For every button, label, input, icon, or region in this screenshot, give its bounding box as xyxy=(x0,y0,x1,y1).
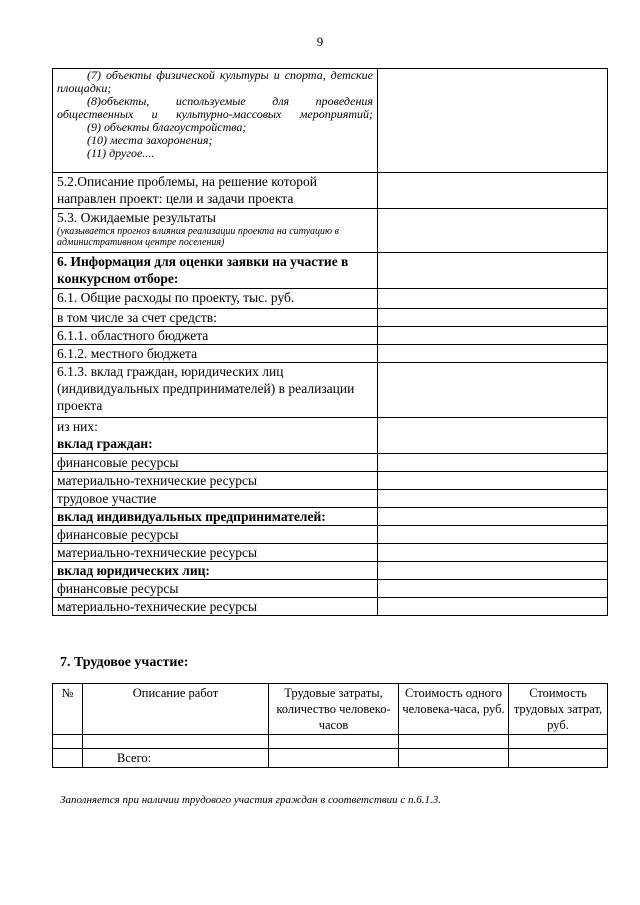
row-label: 6.1.2. местного бюджета xyxy=(53,345,378,363)
expected-results-cell xyxy=(53,209,378,253)
row-label: трудовое участие xyxy=(53,490,378,508)
table-cell[interactable] xyxy=(399,735,509,749)
value-cell[interactable] xyxy=(378,173,608,209)
table-cell[interactable] xyxy=(509,735,608,749)
table-row xyxy=(53,490,608,508)
column-header: Стоимость одного человека-часа, руб. xyxy=(399,684,509,735)
row-label: финансовые ресурсы xyxy=(53,580,378,598)
list-item: (11) другое.... xyxy=(87,146,155,160)
group-heading: вклад граждан: xyxy=(57,436,153,451)
table-row xyxy=(53,69,608,173)
table-row xyxy=(53,309,608,327)
value-cell[interactable] xyxy=(378,253,608,289)
row-label: финансовые ресурсы xyxy=(53,454,378,472)
column-header: Описание работ xyxy=(83,684,269,735)
row-label: материально-технические ресурсы xyxy=(53,472,378,490)
table-row xyxy=(53,418,608,454)
table-row xyxy=(53,173,608,209)
row-label: материально-технические ресурсы xyxy=(53,598,378,616)
value-cell[interactable] xyxy=(378,309,608,327)
value-cell[interactable] xyxy=(378,289,608,309)
list-item: (9) объекты благоустройства; xyxy=(87,120,247,134)
value-cell[interactable] xyxy=(378,363,608,418)
list-item: (10) места захоронения; xyxy=(87,133,213,147)
group-heading: вклад юридических лиц: xyxy=(53,562,378,580)
value-cell[interactable] xyxy=(378,345,608,363)
project-info-table xyxy=(52,68,608,616)
section-heading: 6. Информация для оценки заявки на участие в конкурсном отборе: xyxy=(53,253,378,289)
table-row xyxy=(53,345,608,363)
list-item: (8)объекты, используемые для проведения общественных и культурно-массовых мероприятий; xyxy=(57,94,373,121)
table-row xyxy=(53,544,608,562)
section-title: 7. Трудовое участие: xyxy=(60,655,189,670)
row-note: (указывается прогноз влияния реализации проекта на ситуацию в административном центре поселения) xyxy=(57,226,339,248)
table-cell[interactable] xyxy=(53,735,83,749)
value-cell[interactable] xyxy=(378,209,608,253)
table-row xyxy=(53,209,608,253)
total-row xyxy=(53,749,608,768)
table-header-row xyxy=(53,684,608,735)
column-header: № xyxy=(53,684,83,735)
table-cell[interactable] xyxy=(53,749,83,768)
value-cell[interactable] xyxy=(378,544,608,562)
table-row xyxy=(53,472,608,490)
table-cell[interactable] xyxy=(83,735,269,749)
table-row xyxy=(53,735,608,749)
row-label: материально-технические ресурсы xyxy=(53,544,378,562)
list-item: (7) объекты физической культуры и спорта, детские площадки; xyxy=(57,68,373,95)
table-row xyxy=(53,526,608,544)
table-row xyxy=(53,327,608,345)
value-cell[interactable] xyxy=(378,562,608,580)
row-label: 6.1. Общие расходы по проекту, тыс. руб. xyxy=(53,289,378,309)
citizens-contribution-cell xyxy=(53,418,378,454)
table-row xyxy=(53,454,608,472)
value-cell[interactable] xyxy=(378,508,608,526)
total-label: Всего: xyxy=(83,749,269,768)
labor-table xyxy=(52,683,608,768)
value-cell[interactable] xyxy=(378,526,608,544)
object-types-cell xyxy=(53,69,378,173)
footnote: Заполняется при наличии трудового участия граждан в соответствии с п.6.1.3. xyxy=(60,794,441,806)
value-cell[interactable] xyxy=(378,490,608,508)
table-row xyxy=(53,562,608,580)
page-number: 9 xyxy=(316,34,324,49)
row-label: 5.2.Описание проблемы, на решение которой направлен проект: цели и задачи проекта xyxy=(53,173,378,209)
row-label: 6.1.1. областного бюджета xyxy=(53,327,378,345)
table-cell[interactable] xyxy=(269,735,399,749)
value-cell[interactable] xyxy=(378,598,608,616)
value-cell[interactable] xyxy=(378,69,608,173)
row-label: 5.3. Ожидаемые результаты xyxy=(57,210,216,225)
table-cell[interactable] xyxy=(509,749,608,768)
row-label: финансовые ресурсы xyxy=(53,526,378,544)
table-row xyxy=(53,253,608,289)
value-cell[interactable] xyxy=(378,580,608,598)
value-cell[interactable] xyxy=(378,472,608,490)
group-heading: вклад индивидуальных предпринимателей: xyxy=(53,508,378,526)
row-label: в том числе за счет средств: xyxy=(53,309,378,327)
table-cell[interactable] xyxy=(399,749,509,768)
column-header: Трудовые затраты, количество человеко-часов xyxy=(269,684,399,735)
table-row xyxy=(53,363,608,418)
table-row xyxy=(53,580,608,598)
value-cell[interactable] xyxy=(378,327,608,345)
column-header: Стоимость трудовых затрат, руб. xyxy=(509,684,608,735)
row-label: 6.1.3. вклад граждан, юридических лиц (индивидуальных предпринимателей) в реализации проекта xyxy=(53,363,378,418)
table-row xyxy=(53,508,608,526)
value-cell[interactable] xyxy=(378,418,608,454)
table-row xyxy=(53,289,608,309)
row-label: из них: xyxy=(57,419,98,434)
value-cell[interactable] xyxy=(378,454,608,472)
table-row xyxy=(53,598,608,616)
table-cell[interactable] xyxy=(269,749,399,768)
